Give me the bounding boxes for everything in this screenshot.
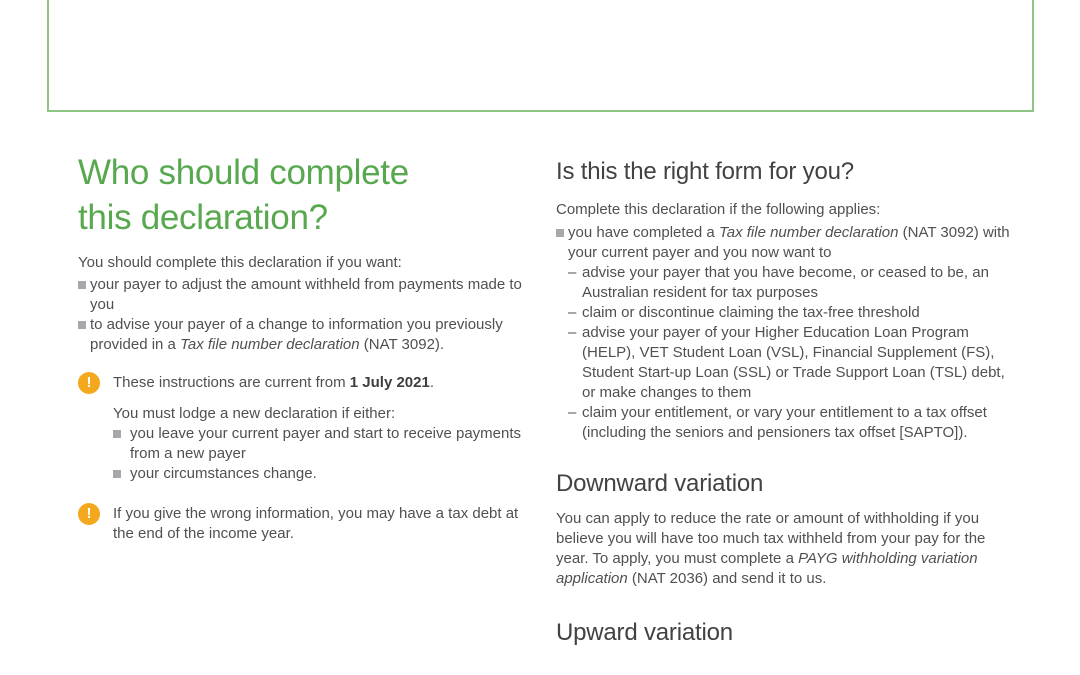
downward-variation-heading: Downward variation xyxy=(556,470,764,497)
warning-note-body xyxy=(113,373,528,484)
left-column xyxy=(78,150,528,544)
right-column xyxy=(556,158,1016,647)
upward-variation-heading: Upward variation xyxy=(556,619,733,646)
dash-bullet-icon: – xyxy=(568,264,577,281)
list-item xyxy=(568,323,1016,403)
right-form-heading: Is this the right form for you? xyxy=(556,158,854,185)
left-intro-text: You should complete this declaration if you want: xyxy=(78,254,402,271)
list-item-text: claim your entitlement, or vary your entitlement to a tax offset (including the seniors and pensioners tax offset [SAPTO]). xyxy=(582,404,987,441)
warning-icon: ! xyxy=(78,372,100,394)
right-intro-text: Complete this declaration if the following applies: xyxy=(556,201,881,218)
square-bullet-icon xyxy=(556,229,564,237)
list-item-text: your payer to adjust the amount withheld from payments made to you xyxy=(90,276,522,313)
warning-note-body xyxy=(113,504,528,544)
list-item-text: your circumstances change. xyxy=(130,465,317,482)
square-bullet-icon xyxy=(78,281,86,289)
square-bullet-icon xyxy=(113,470,121,478)
warning-text: These instructions are current from 1 July 2021. xyxy=(113,374,434,391)
warning-note-wrong-information xyxy=(78,504,528,544)
list-item-text: you leave your current payer and start to receive payments from a new payer xyxy=(130,425,522,462)
bold-date: 1 July 2021 xyxy=(349,374,430,391)
list-item-text: claim or discontinue claiming the tax-free threshold xyxy=(582,304,920,321)
completion-reasons-list xyxy=(78,275,528,355)
warning-text: If you give the wrong information, you may have a tax debt at the end of the income year. xyxy=(113,505,519,542)
page-title-line2: this declaration? xyxy=(78,198,328,237)
italic-publication-name: Tax file number declaration xyxy=(180,336,360,353)
right-conditions-list xyxy=(556,223,1016,443)
list-item xyxy=(568,403,1016,443)
list-item-text: advise your payer of your Higher Education Loan Program (HELP), VET Student Loan (VSL), Financial Supplement (FS), Student Start-up Loan (SSL) or Trade Support Loan (TSL) debt, or make changes to them xyxy=(582,324,1005,401)
warning-note-current-from xyxy=(78,373,528,484)
list-item xyxy=(78,275,528,315)
lodge-conditions-list xyxy=(113,424,528,484)
list-item xyxy=(568,303,1016,323)
page-title-line1: Who should complete xyxy=(78,153,409,192)
header-image-placeholder xyxy=(47,0,1034,112)
italic-publication-name: PAYG withholding variation application xyxy=(556,550,978,587)
dash-bullet-icon: – xyxy=(568,304,577,321)
downward-variation-text: You can apply to reduce the rate or amount of withholding if you believe you will have too much tax withheld from your pay for the year. To apply, you must complete a PAYG withholding variation application (NAT 2036) and send it to us. xyxy=(556,510,986,587)
right-sub-options-list xyxy=(568,263,1016,443)
square-bullet-icon xyxy=(113,430,121,438)
list-item xyxy=(113,424,528,464)
list-item xyxy=(568,263,1016,303)
list-item xyxy=(113,464,528,484)
warning-icon: ! xyxy=(78,503,100,525)
list-item xyxy=(556,223,1016,443)
dash-bullet-icon: – xyxy=(568,324,577,341)
list-item xyxy=(78,315,528,355)
page-title xyxy=(78,150,528,240)
square-bullet-icon xyxy=(78,321,86,329)
dash-bullet-icon: – xyxy=(568,404,577,421)
list-item-text: you have completed a Tax file number declaration (NAT 3092) with your current payer and you now want to xyxy=(568,224,1010,261)
list-item-text: to advise your payer of a change to information you previously provided in a Tax file number declaration (NAT 3092). xyxy=(90,316,503,353)
list-item-text: advise your payer that you have become, or ceased to be, an Australian resident for tax purposes xyxy=(582,264,989,301)
italic-publication-name: Tax file number declaration xyxy=(718,224,899,241)
lodge-new-declaration-text: You must lodge a new declaration if either: xyxy=(113,405,396,422)
